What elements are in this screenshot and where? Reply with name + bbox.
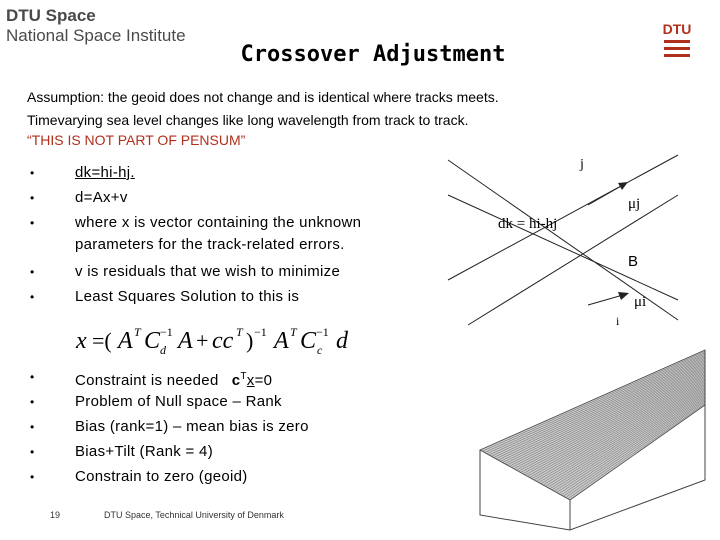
svg-text:T: T [290, 325, 297, 339]
slide-title: Crossover Adjustment [240, 42, 506, 67]
least-squares-formula [74, 320, 364, 360]
bullet-text-continued: parameters for the track-related errors. [75, 236, 345, 253]
bullet-text: Problem of Null space – Rank [75, 393, 282, 410]
bullet-text: Least Squares Solution to this is [75, 288, 300, 305]
bullet-marker: • [30, 445, 35, 459]
constraint-vector: $c^Tx$ [223, 371, 255, 389]
footer-text: DTU Space, Technical University of Denmark [104, 510, 284, 520]
intro-line-2: Timevarying sea level changes like long wavelength from track to track. [27, 112, 469, 128]
svg-text:T: T [236, 325, 243, 339]
svg-text:cc: cc [212, 328, 234, 354]
crossover-point-label: B [628, 253, 639, 270]
svg-text:c: c [317, 343, 323, 357]
bullet-marker: • [30, 265, 35, 279]
crossover-difference-formula: dk=hi-hj. [75, 164, 135, 181]
bullet-text: Bias (rank=1) – mean bias is zero [75, 418, 309, 435]
svg-text:C: C [300, 328, 317, 354]
bullet-text: v is residuals that we wish to minimize [75, 263, 341, 280]
constraint-text [75, 366, 272, 392]
bullet-marker: • [30, 191, 35, 205]
crossover-equation-label: dk = hi-hj [498, 216, 558, 232]
page-number: 19 [50, 510, 61, 520]
svg-text:DTU: DTU [662, 21, 692, 37]
bullet-text: Constrain to zero (geoid) [75, 468, 248, 485]
mu-j-label: μj [628, 196, 641, 212]
svg-text:d: d [336, 328, 348, 354]
svg-text:d: d [160, 343, 166, 357]
svg-text:+: + [196, 328, 209, 353]
svg-text:A: A [178, 328, 193, 354]
observation-equation: d=Ax+v [75, 189, 128, 206]
track-j-label: j [580, 157, 584, 172]
bullet-marker: • [30, 370, 35, 384]
bullet-text: Bias+Tilt (Rank = 4) [75, 443, 213, 460]
svg-text:A: A [274, 328, 289, 354]
bullet-text: where x is vector containing the unknown [75, 214, 362, 231]
svg-text:): ) [246, 328, 254, 353]
svg-text:T: T [134, 325, 141, 339]
svg-text:−1: −1 [316, 325, 329, 339]
bullet-marker: • [30, 216, 35, 230]
svg-text:A: A [118, 328, 133, 354]
svg-text:x: x [76, 328, 87, 354]
bullet-marker: • [30, 470, 35, 484]
constraint-prefix: Constraint is needed [75, 372, 219, 389]
svg-text:C: C [144, 328, 161, 354]
bias-tilt-surface-plot [440, 330, 712, 535]
mu-i-label: μi [634, 294, 647, 310]
svg-text:−1: −1 [160, 325, 173, 339]
bullet-marker: • [30, 395, 35, 409]
track-i-label: i [616, 314, 620, 328]
bullet-marker: • [30, 166, 35, 180]
bullet-marker: • [30, 420, 35, 434]
svg-text:−1: −1 [254, 325, 267, 339]
pensum-note: “THIS IS NOT PART OF PENSUM” [27, 132, 246, 148]
intro-line-1: Assumption: the geoid does not change and is identical where tracks meets. [27, 89, 499, 105]
logo-subtitle: National Space Institute [6, 26, 186, 45]
bullet-marker: • [30, 290, 35, 304]
svg-text:=(: =( [92, 328, 112, 353]
logo-title: DTU Space [6, 6, 96, 25]
crossover-diagram [438, 150, 688, 330]
constraint-suffix: =0 [254, 372, 273, 389]
